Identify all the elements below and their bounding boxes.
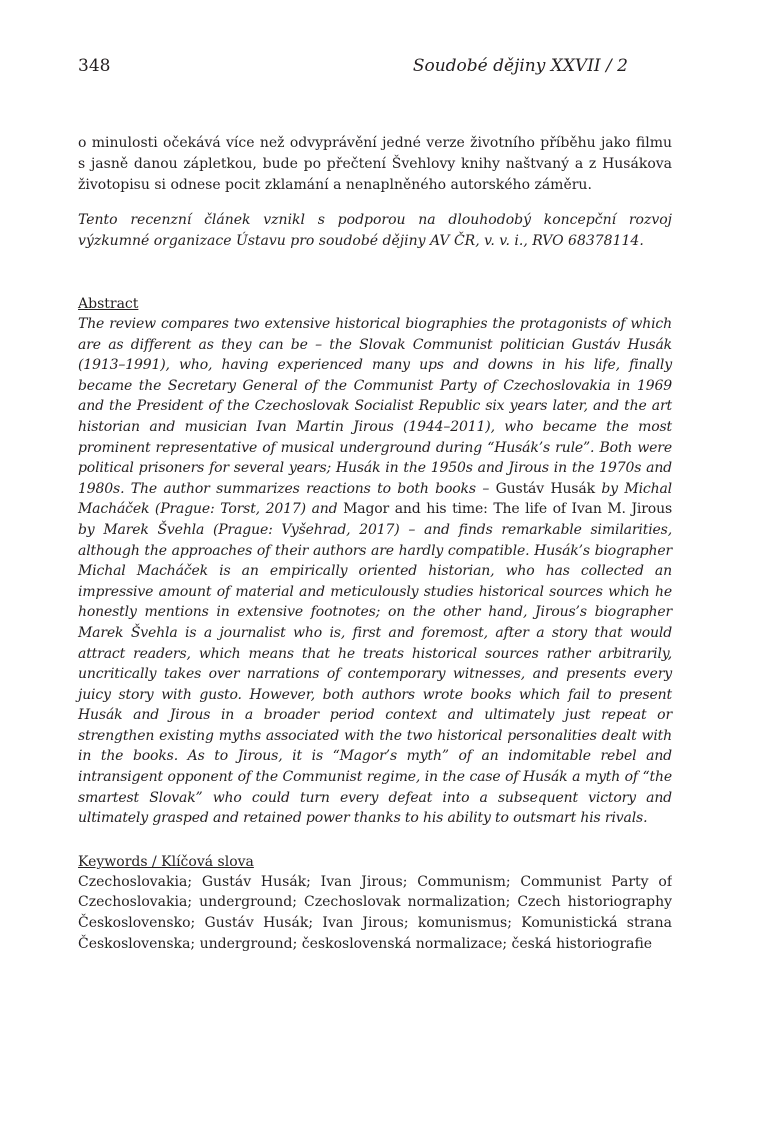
keywords-line: Czechoslovakia; Gustáv Husák; Ivan Jirous; Communism; Communist Party of [78, 873, 672, 890]
journal-title: Soudobé dějiny XXVII / 2 [412, 56, 628, 76]
page-number: 348 [78, 56, 111, 76]
book-title-husak: Gustáv Husák [495, 480, 595, 497]
funding-note: Tento recenzní článek vznikl s podporou na dlouhodobý koncepční rozvoj výzkumné organizace Ústavu pro soudobé dějiny AV ČR, v. v. i., RVO 68378114. [78, 212, 672, 249]
abstract-text [78, 314, 672, 829]
running-header [78, 56, 672, 86]
keywords-line: Československa; underground; československá normalizace; česká historiografie [78, 935, 653, 952]
keywords-line: Czechoslovakia; underground; Czechoslovak normalization; Czech historiography [78, 894, 672, 911]
keywords-heading: Keywords / Klíčová slova [78, 853, 254, 870]
intro-paragraph: o minulosti očekává více než odvyprávění jedné verze životního příběhu jako filmu s jasně danou zápletkou, bude po přečtení Švehlovy knihy naštvaný a z Husákova životopisu si odnese pocit zklamání a nenaplněného autorského záměru. [78, 135, 672, 193]
abstract-part-3: by Marek Švehla (Prague: Vyšehrad, 2017) – and finds remarkable similarities, although the approaches of their authors are hardly compatible. Husák’s biographer Michal Macháček is an empirically oriented historian, who has collected an impressive amount of material and meticulously studies historical sources which he honestly mentions in extensive footnotes; on the other hand, Jirous’s biographer Marek Švehla is a journalist who is, first and foremost, after a story that would attract readers, which means that he treats historical sources rather arbitrarily, uncritically takes over narrations of contemporary witnesses, and presents every juicy story with gusto. However, both authors wrote books which fail to present Husák and Jirous in a broader period context and ultimately just repeat or strengthen existing myths associated with the two historical personalities dealt with in the books. As to Jirous, it is “Magor’s myth” of an indomitable rebel and intransigent opponent of the Communist regime, in the case of Husák a myth of “the smartest Slovak” who could turn every defeat into a subsequent victory and ultimately grasped and retained power thanks to his ability to outsmart his rivals. [78, 521, 672, 827]
book-title-magor: Magor and his time: The life of Ivan M. Jirous [343, 501, 672, 518]
page [78, 56, 672, 954]
keywords-list [78, 872, 672, 954]
abstract-part-1: The review compares two extensive historical biographies the protagonists of which are as different as they can be – the Slovak Communist politician Gustáv Husák (1913–1991), who, having experienced many ups and downs in his life, finally became the Secretary General of the Communist Party of Czechoslovakia in 1969 and the President of the Czechoslovak Socialist Republic six years later, and the art historian and musician Ivan Martin Jirous (1944–2011), who became the most prominent representative of musical underground during “Husák’s rule”. Both were political prisoners for several years; Husák in the 1950s and Jirous in the 1970s and 1980s. The author summarizes reactions to both books – [78, 316, 672, 497]
abstract-heading: Abstract [78, 296, 139, 312]
keywords-line: Československo; Gustáv Husák; Ivan Jirous; komunismus; Komunistická strana [78, 915, 672, 932]
abstract-part-2: by Michal Macháček (Prague: Torst, 2017) and [78, 480, 672, 518]
